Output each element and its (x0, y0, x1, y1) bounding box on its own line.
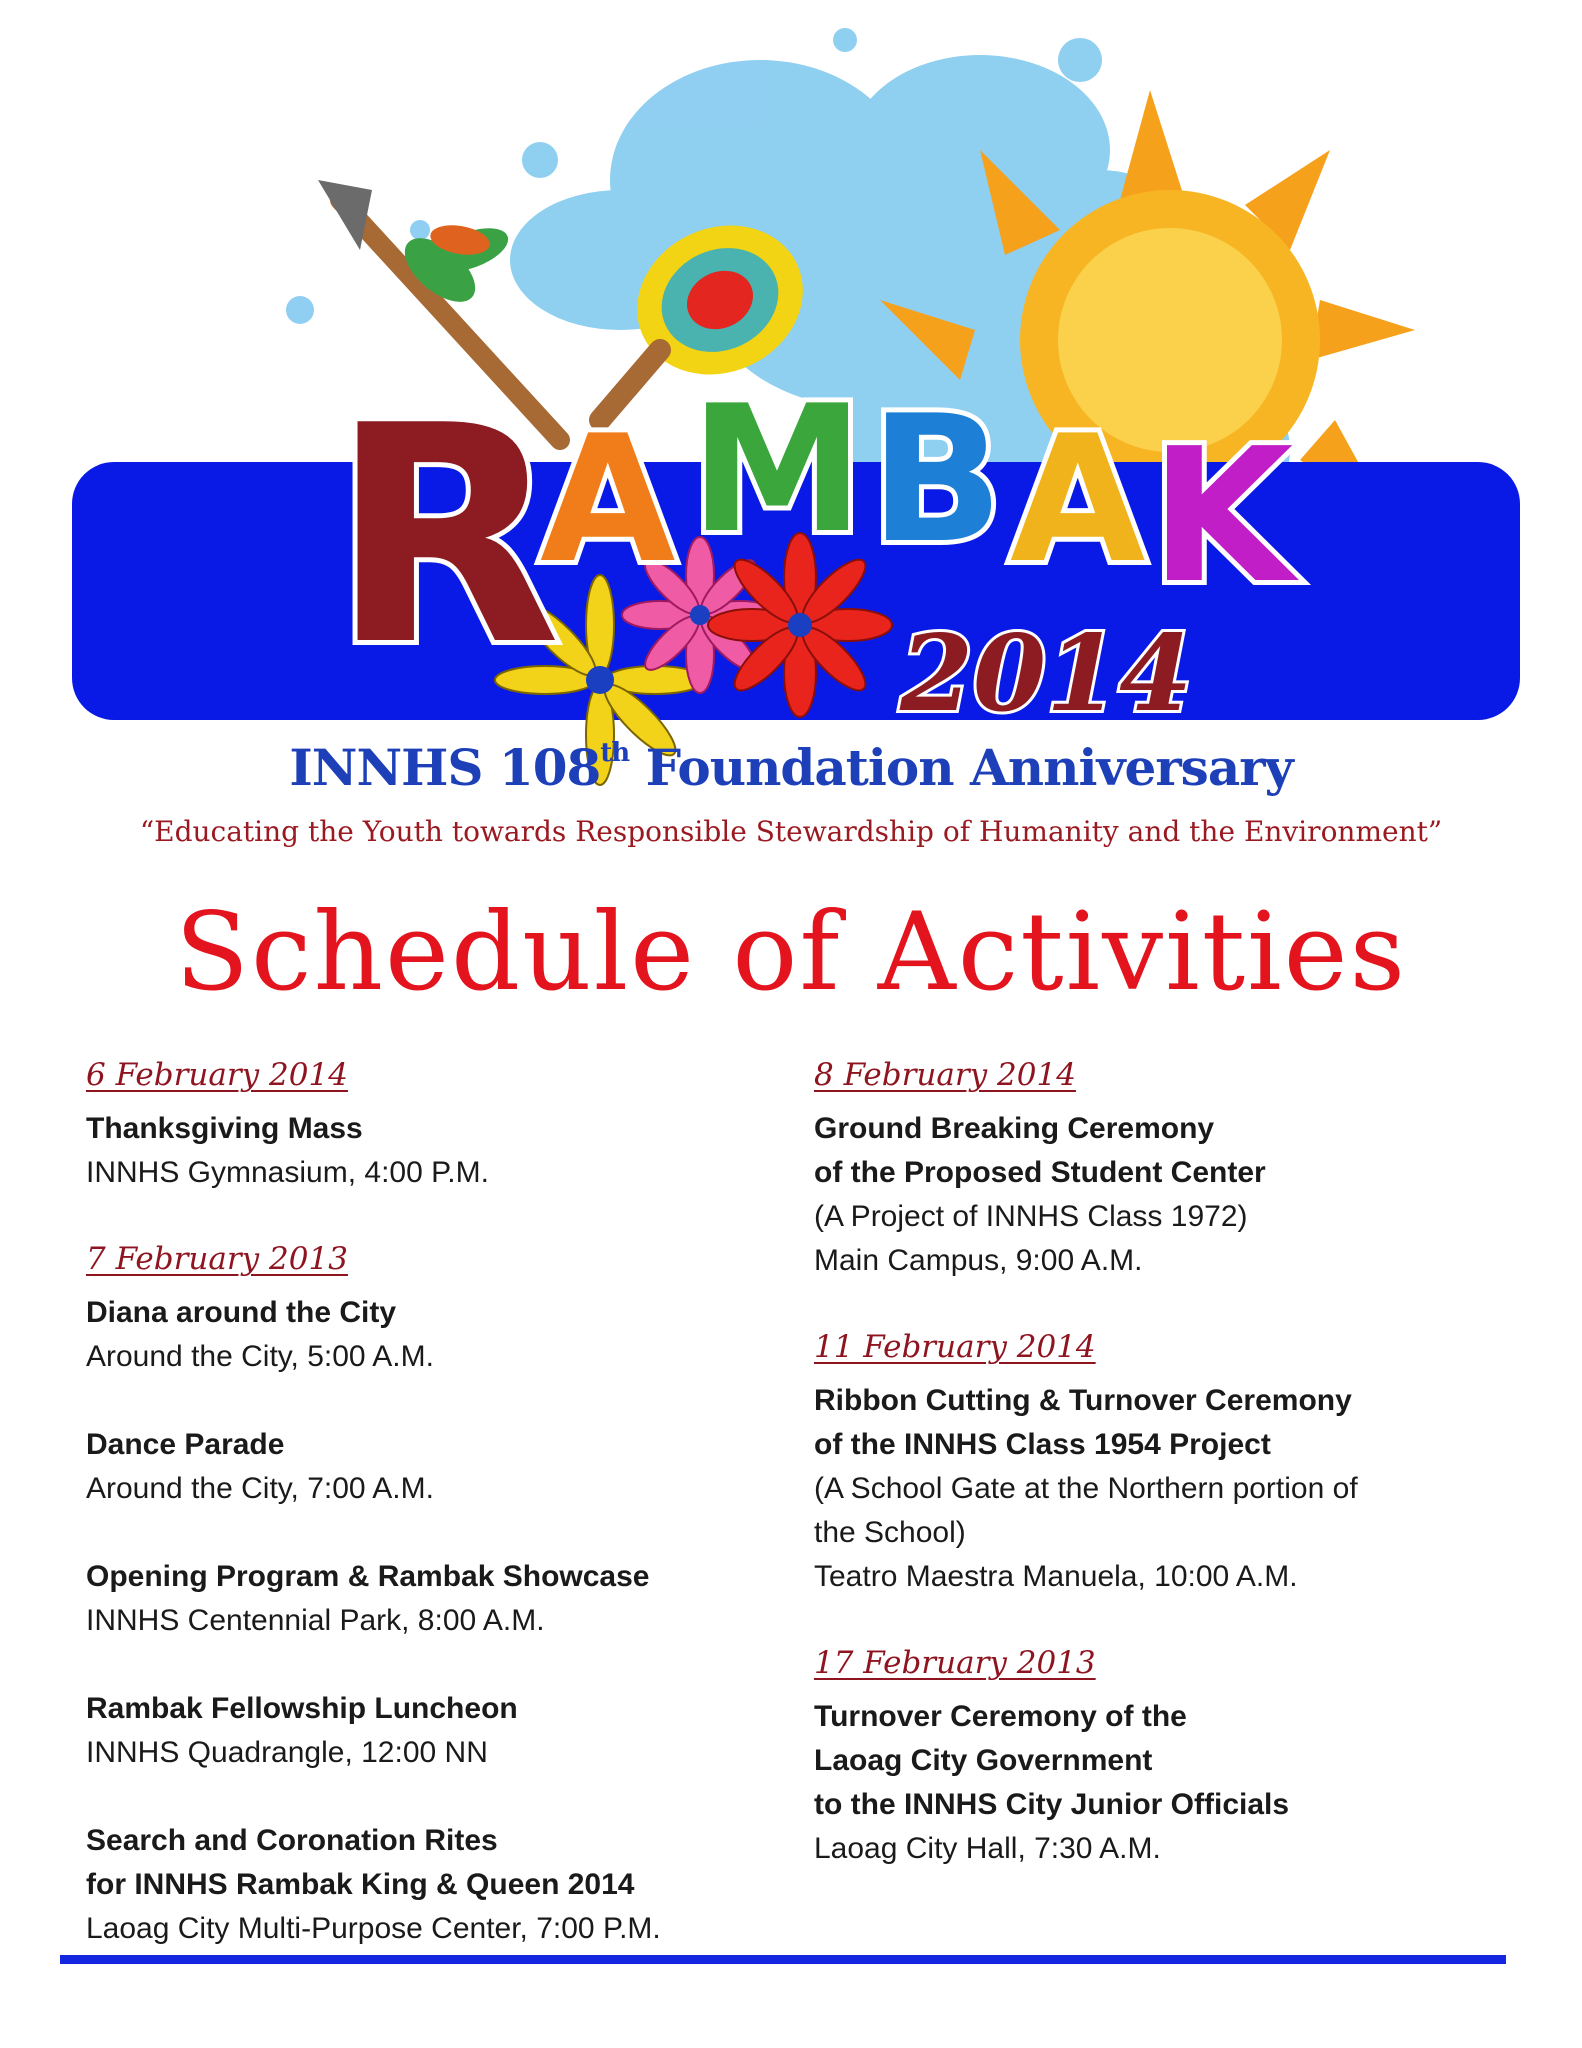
logo-letter-a2: A (1010, 399, 1146, 602)
schedule-column-left (86, 1055, 766, 1995)
schedule-column-right (814, 1055, 1494, 1915)
event-title: Opening Program & Rambak Showcase (86, 1560, 650, 1593)
event-detail: Around the City, 7:00 A.M. (86, 1472, 434, 1505)
bottom-rule (60, 1955, 1506, 1964)
event-title: Diana around the City (86, 1296, 397, 1329)
logo-letter-k: K (1150, 408, 1294, 624)
event-title: Ground Breaking Ceremony of the Proposed Student Center (814, 1112, 1266, 1189)
event-detail: INNHS Gymnasium, 4:00 P.M. (86, 1156, 489, 1189)
event-title: Turnover Ceremony of the Laoag City Government to the INNHS City Junior Officials (814, 1700, 1290, 1821)
event-detail: INNHS Centennial Park, 8:00 A.M. (86, 1604, 545, 1637)
event-detail: (A Project of INNHS Class 1972) Main Campus, 9:00 A.M. (814, 1200, 1248, 1277)
event-title: Ribbon Cutting & Turnover Ceremony of the INNHS Class 1954 Project (814, 1384, 1352, 1461)
day-date: 6 February 2014 (86, 1057, 348, 1093)
event-detail: (A School Gate at the Northern portion of the School) Teatro Maestra Manuela, 10:00 A.M. (814, 1472, 1358, 1593)
banner (0, 0, 1582, 880)
day-group (814, 1643, 1494, 1871)
event-item (86, 1687, 766, 1775)
event-title: Dance Parade (86, 1428, 285, 1461)
day-group (86, 1239, 766, 1951)
event-item (814, 1695, 1494, 1871)
day-group (814, 1327, 1494, 1599)
logo-letter-a: A (540, 399, 676, 602)
logo-letter-r: R (330, 362, 562, 711)
logo-year: 2014 (900, 611, 1193, 735)
event-title: Thanksgiving Mass (86, 1112, 363, 1145)
logo-letter-b: B (870, 379, 1004, 582)
event-item (86, 1291, 766, 1379)
event-title: Rambak Fellowship Luncheon (86, 1692, 518, 1725)
event-item (86, 1423, 766, 1511)
day-date: 11 February 2014 (814, 1329, 1096, 1365)
day-date: 7 February 2013 (86, 1241, 348, 1277)
event-title: Search and Coronation Rites for INNHS Rambak King & Queen 2014 (86, 1824, 635, 1901)
event-detail: INNHS Quadrangle, 12:00 NN (86, 1736, 488, 1769)
day-group (86, 1055, 766, 1195)
event-item (814, 1379, 1494, 1599)
theme-quote: “Educating the Youth towards Responsible Stewardship of Humanity and the Environment” (139, 815, 1443, 848)
event-item (86, 1819, 766, 1951)
event-detail: Laoag City Multi-Purpose Center, 7:00 P.M. (86, 1912, 661, 1945)
schedule-title: Schedule of Activities (175, 890, 1407, 1015)
event-item (86, 1555, 766, 1643)
day-group (814, 1055, 1494, 1283)
event-detail: Laoag City Hall, 7:30 A.M. (814, 1832, 1161, 1865)
event-item (86, 1107, 766, 1195)
day-date: 8 February 2014 (814, 1057, 1076, 1093)
event-detail: Around the City, 5:00 A.M. (86, 1340, 434, 1373)
logo-letter-m: M (690, 369, 865, 572)
day-date: 17 February 2013 (814, 1645, 1096, 1681)
event-item (814, 1107, 1494, 1283)
anniversary-heading: INNHS 108th Foundation Anniversary (289, 738, 1293, 797)
